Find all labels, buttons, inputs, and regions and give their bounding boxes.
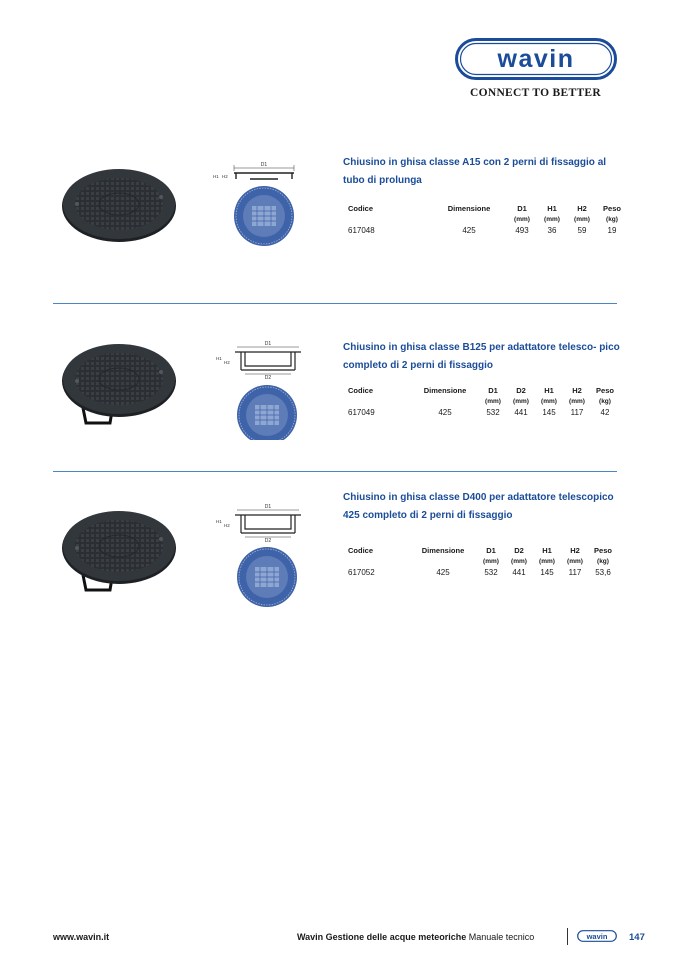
dim-h2: H2	[224, 360, 230, 365]
col-d2	[505, 546, 533, 567]
col-dimensione: Dimensione	[421, 546, 465, 555]
col-h1-label: H1	[544, 386, 554, 395]
cell-h1: 36	[547, 226, 557, 235]
col-h1-unit: (mm)	[544, 216, 560, 223]
col-peso	[589, 546, 617, 567]
col-d1-label: D1	[517, 204, 527, 213]
wavin-logo	[455, 38, 617, 80]
cell-d2: 441	[514, 408, 528, 417]
col-peso-unit: (kg)	[599, 398, 611, 405]
cell-codice: 617049	[348, 408, 375, 417]
col-codice: Codice	[348, 546, 374, 555]
col-h2	[563, 386, 591, 407]
table-row	[345, 567, 617, 579]
dim-h1: H1	[213, 174, 219, 179]
dim-h2: H2	[224, 523, 230, 528]
cell-d2: 441	[512, 568, 526, 577]
dim-d1: D1	[260, 162, 268, 168]
cell-h1: 145	[542, 408, 556, 417]
col-h1	[537, 204, 567, 225]
table-row	[345, 407, 619, 419]
cell-d1: 532	[484, 568, 498, 577]
col-h2-unit: (mm)	[569, 398, 585, 405]
logo-text: wavin	[497, 45, 575, 73]
cell-h2: 117	[570, 408, 584, 417]
col-peso	[597, 204, 627, 225]
cell-codice: 617048	[348, 226, 375, 235]
footer-wavin-logo	[577, 930, 617, 942]
spec-table-b125	[345, 386, 619, 419]
cell-peso: 42	[600, 408, 610, 417]
footer-book-regular: Manuale tecnico	[468, 932, 535, 942]
col-d1-unit: (mm)	[483, 558, 499, 565]
col-d2-label: D2	[516, 386, 526, 395]
cell-h2: 59	[577, 226, 587, 235]
col-peso-label: Peso	[594, 546, 612, 555]
col-h1	[533, 546, 561, 567]
col-d1-label: D1	[486, 546, 496, 555]
manhole-cover-photo-b125	[60, 341, 178, 427]
col-h1	[535, 386, 563, 407]
col-dimensione: Dimensione	[423, 386, 467, 395]
dim-d2: D2	[264, 375, 272, 381]
col-d1	[479, 386, 507, 407]
technical-drawing-b125	[215, 340, 305, 440]
col-peso-unit: (kg)	[597, 558, 609, 565]
col-h2-unit: (mm)	[574, 216, 590, 223]
col-h2-label: H2	[577, 204, 587, 213]
col-d2	[507, 386, 535, 407]
cell-dimensione: 425	[436, 568, 450, 577]
product-title-a15: Chiusino in ghisa classe A15 con 2 perni di fissaggio al tubo di prolunga	[343, 157, 607, 186]
col-d1	[507, 204, 537, 225]
col-peso-label: Peso	[603, 204, 621, 213]
col-peso-unit: (kg)	[606, 216, 618, 223]
dim-h1: H1	[216, 519, 222, 524]
footer-separator	[567, 928, 568, 945]
manhole-cover-photo-a15	[60, 166, 178, 244]
section-divider	[53, 303, 617, 304]
table-header-row	[345, 386, 619, 407]
product-title-d400: Chiusino in ghisa classe D400 per adattatore telescopico 425 completo di 2 perni di fissaggio	[343, 492, 614, 521]
col-d1-unit: (mm)	[514, 216, 530, 223]
table-row	[345, 225, 627, 237]
footer-book-title	[297, 932, 534, 942]
table-header-row	[345, 546, 617, 567]
dim-d1: D1	[264, 504, 272, 510]
table-header-row	[345, 204, 627, 225]
technical-drawing-a15	[210, 160, 306, 250]
col-codice: Codice	[348, 386, 374, 395]
col-d2-unit: (mm)	[511, 558, 527, 565]
col-d1	[477, 546, 505, 567]
cell-dimensione: 425	[462, 226, 476, 235]
cell-d1: 493	[515, 226, 529, 235]
cell-codice: 617052	[348, 568, 375, 577]
tagline: CONNECT TO BETTER	[470, 87, 602, 99]
footer-logo-text: wavin	[586, 932, 608, 941]
col-h1-label: H1	[547, 204, 557, 213]
product-title-b125: Chiusino in ghisa classe B125 per adattatore telesco- pico completo di 2 perni di fissaggio	[343, 342, 620, 371]
manhole-cover-photo-d400	[60, 508, 178, 594]
col-h2-unit: (mm)	[567, 558, 583, 565]
footer-url[interactable]: www.wavin.it	[53, 932, 110, 942]
col-h2	[567, 204, 597, 225]
dim-h2: H2	[222, 174, 228, 179]
col-d2-label: D2	[514, 546, 524, 555]
page-number: 147	[629, 932, 645, 943]
cell-h1: 145	[540, 568, 554, 577]
col-dimensione: Dimensione	[447, 204, 491, 213]
dim-h1: H1	[216, 356, 222, 361]
col-peso	[591, 386, 619, 407]
dim-d1: D1	[264, 341, 272, 347]
col-h1-unit: (mm)	[541, 398, 557, 405]
cell-d1: 532	[486, 408, 500, 417]
col-h2-label: H2	[570, 546, 580, 555]
cell-h2: 117	[568, 568, 582, 577]
col-codice: Codice	[348, 204, 374, 213]
spec-table-a15	[345, 204, 627, 237]
footer-book-bold: Wavin Gestione delle acque meteoriche	[297, 932, 467, 942]
cell-dimensione: 425	[438, 408, 452, 417]
col-peso-label: Peso	[596, 386, 614, 395]
dim-d2: D2	[264, 538, 272, 544]
col-h1-label: H1	[542, 546, 552, 555]
col-h2-label: H2	[572, 386, 582, 395]
col-d1-label: D1	[488, 386, 498, 395]
col-d1-unit: (mm)	[485, 398, 501, 405]
cell-peso: 19	[607, 226, 617, 235]
technical-drawing-d400	[215, 503, 305, 609]
cell-peso: 53,6	[595, 568, 611, 577]
col-h2	[561, 546, 589, 567]
col-h1-unit: (mm)	[539, 558, 555, 565]
col-d2-unit: (mm)	[513, 398, 529, 405]
spec-table-d400	[345, 546, 617, 579]
section-divider	[53, 471, 617, 472]
